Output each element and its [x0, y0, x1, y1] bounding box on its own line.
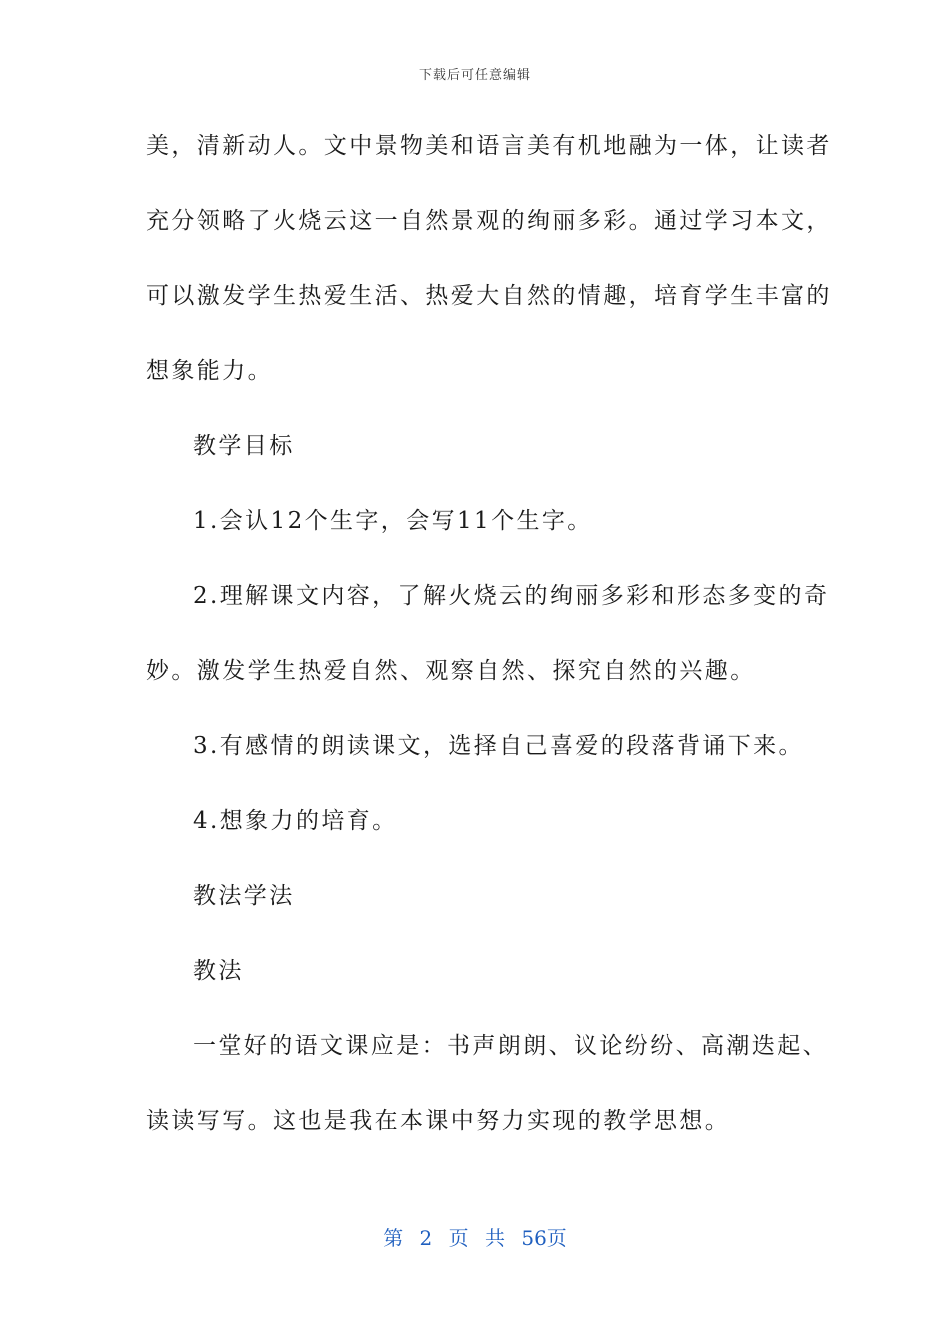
- page-footer-page-number: 第 2 页 共 56页: [383, 1226, 567, 1250]
- paragraph-line: 美，清新动人。文中景物美和语言美有机地融为一体，让读者: [146, 133, 832, 159]
- paragraph-line: 一堂好的语文课应是：书声朗朗、议论纷纷、高潮迭起、: [193, 1033, 828, 1059]
- document-body: [146, 118, 832, 1168]
- paragraph-line: 可以激发学生热爱生活、热爱大自然的情趣，培育学生丰富的: [146, 283, 832, 309]
- section-heading-teaching-goals: 教学目标: [193, 433, 295, 459]
- paragraph-line: 想象能力。: [146, 358, 273, 384]
- page-header: 下载后可任意编辑: [418, 68, 531, 83]
- goal-item-1: 1.会认12个生字，会写11个生字。: [193, 508, 593, 534]
- goal-item-4: 4.想象力的培育。: [193, 808, 398, 834]
- section-heading-methods: 教法学法: [193, 883, 295, 909]
- goal-item-2: 2.理解课文内容，了解火烧云的绚丽多彩和形态多变的奇: [193, 583, 830, 609]
- subsection-heading-teaching-method: 教法: [193, 958, 244, 984]
- goal-item-2-continued: 妙。激发学生热爱自然、观察自然、探究自然的兴趣。: [146, 658, 756, 684]
- paragraph-line: 充分领略了火烧云这一自然景观的绚丽多彩。通过学习本文，: [146, 208, 832, 234]
- goal-item-3: 3.有感情的朗读课文，选择自己喜爱的段落背诵下来。: [193, 733, 804, 759]
- paragraph-line: 读读写写。这也是我在本课中努力实现的教学思想。: [146, 1108, 731, 1134]
